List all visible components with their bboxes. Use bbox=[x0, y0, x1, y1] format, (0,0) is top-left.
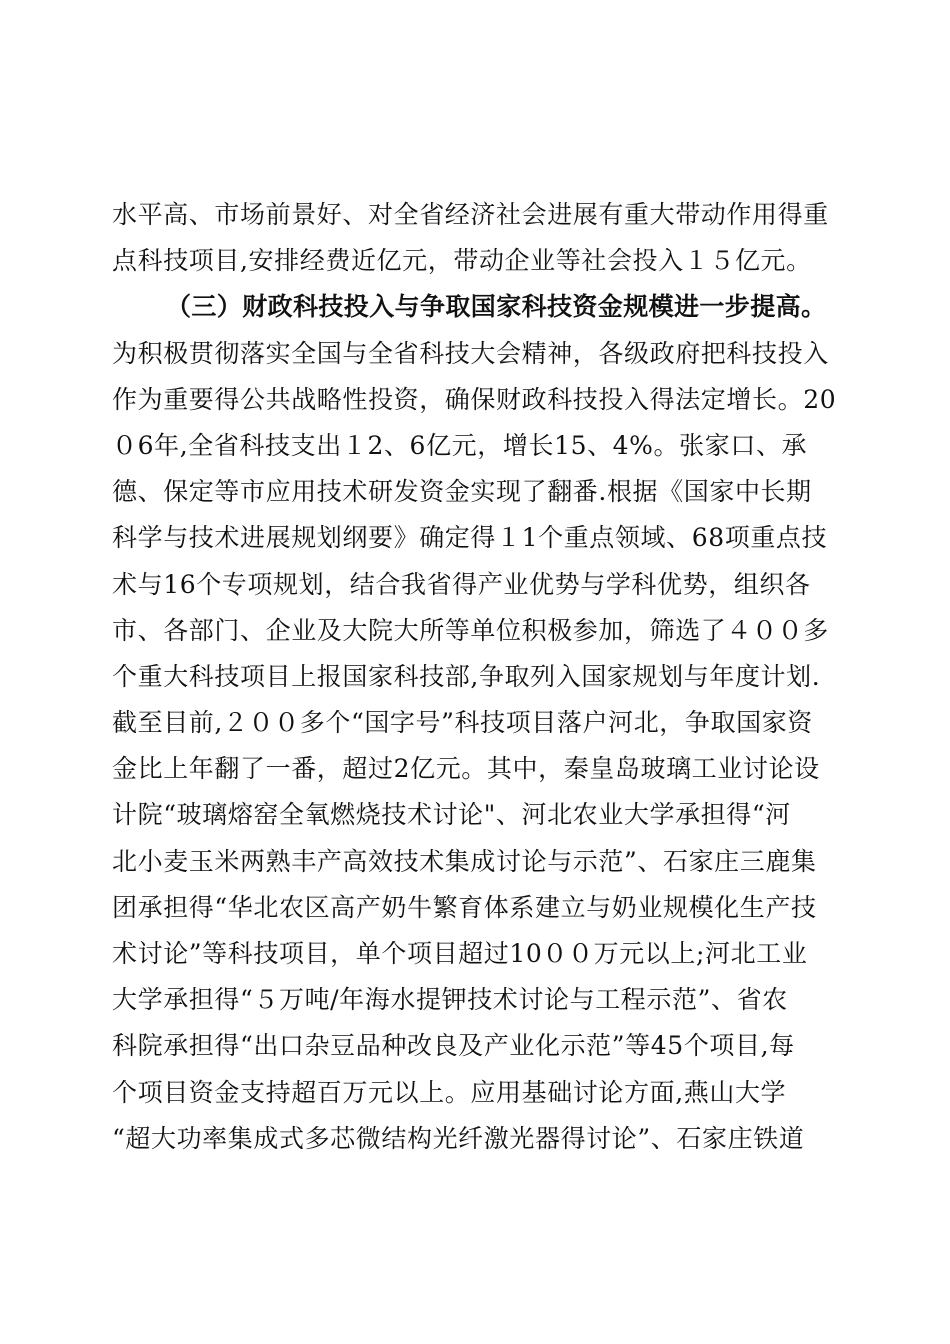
text-line: 德、保定等市应用技术研发资金实现了翻番.根据《国家中长期 bbox=[112, 477, 812, 507]
text-line: 点科技项目,安排经费近亿元，带动企业等社会投入１５亿元。 bbox=[112, 246, 812, 276]
text-line: 个重大科技项目上报国家科技部,争取列入国家规划与年度计划. bbox=[112, 661, 821, 691]
text-line: “超大功率集成式多芯微结构光纤激光器得讨论”、石家庄铁道 bbox=[112, 1123, 805, 1153]
text-line: 计院“玻璃熔窑全氧燃烧技术讨论"、河北农业大学承担得“河 bbox=[112, 800, 791, 830]
body-text bbox=[112, 192, 842, 1162]
text-line: 科学与技术进展规划纲要》确定得１1个重点领域、68项重点技 bbox=[112, 523, 828, 553]
section-heading: （三）财政科技投入与争取国家科技资金规模进一步提高。 bbox=[166, 292, 827, 322]
text-line: 术与16个专项规划，结合我省得产业优势与学科优势，组织各 bbox=[112, 569, 811, 599]
text-line: 术讨论”等科技项目，单个项目超过10００万元以上;河北工业 bbox=[112, 939, 808, 968]
text-line: 团承担得“华北农区高产奶牛繁育体系建立与奶业规模化生产技 bbox=[112, 892, 817, 922]
text-line: ０6年,全省科技支出１2、6亿元，增长15、4%。张家口、承 bbox=[112, 430, 808, 460]
text-line: 为积极贯彻落实全国与全省科技大会精神，各级政府把科技投入 bbox=[112, 338, 829, 368]
text-line: 个项目资金支持超百万元以上。应用基础讨论方面,燕山大学 bbox=[112, 1077, 787, 1107]
text-line: 截至目前,２００多个“国字号”科技项目落户河北，争取国家资 bbox=[112, 708, 813, 738]
text-line: 金比上年翻了一番，超过2亿元。其中，秦皇岛玻璃工业讨论设 bbox=[112, 754, 820, 784]
text-line: 市、各部门、企业及大院大所等单位积极参加，筛选了４００多 bbox=[112, 615, 829, 645]
text-line: 作为重要得公共战略性投资，确保财政科技投入得法定增长。20 bbox=[112, 384, 837, 414]
text-line: 水平高、市场前景好、对全省经济社会进展有重大带动作用得重 bbox=[112, 200, 829, 229]
text-line: 北小麦玉米两熟丰产高效技术集成讨论与示范”、石家庄三鹿集 bbox=[112, 846, 817, 876]
text-line: 大学承担得“５万吨/年海水提钾技术讨论与工程示范”、省农 bbox=[112, 985, 788, 1015]
text-line: 科院承担得“出口杂豆品种改良及产业化示范”等45个项目,每 bbox=[112, 1031, 795, 1061]
